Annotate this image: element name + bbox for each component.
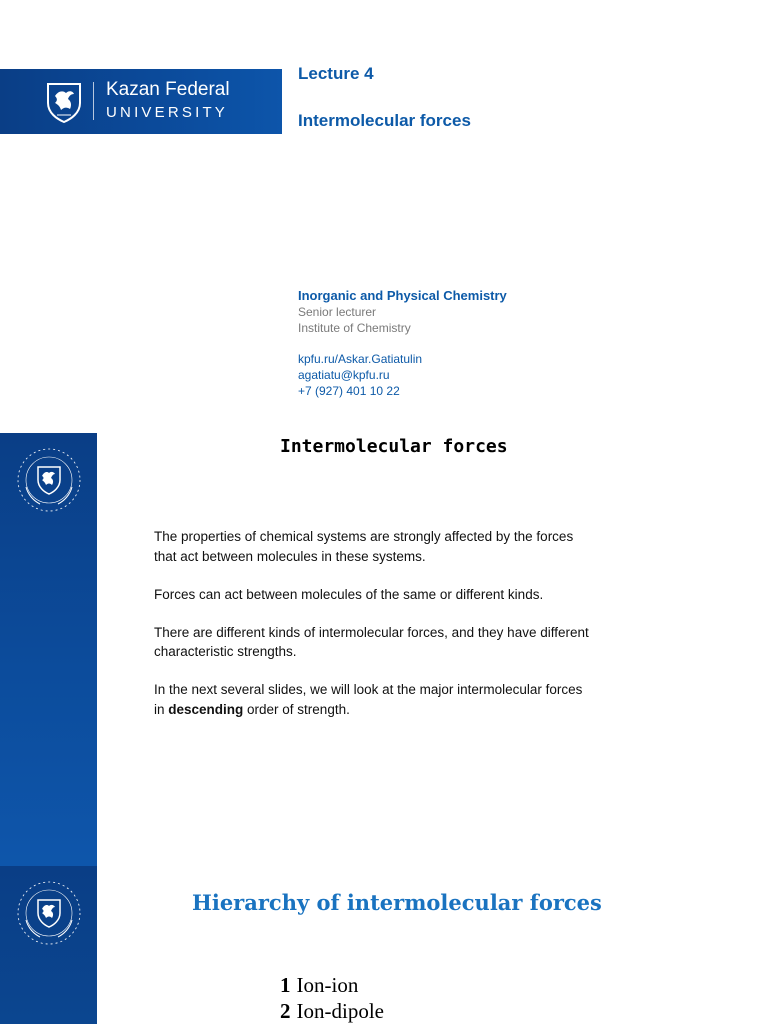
- email-link[interactable]: agatiatu@kpfu.ru: [298, 368, 390, 382]
- paragraph-text: In the next several slides, we will look at the major intermolecular forces in: [154, 682, 583, 717]
- title-slide: [0, 0, 768, 433]
- item-number: 2: [280, 999, 291, 1023]
- paragraph-text: order of strength.: [243, 701, 350, 717]
- hierarchy-slide: [0, 866, 768, 1024]
- paragraph: There are different kinds of intermolecular forces, and they have different characteristic strengths.: [154, 624, 589, 659]
- university-seal-icon: [16, 880, 82, 946]
- contact-info: [298, 351, 422, 399]
- brand-divider: [93, 82, 94, 120]
- item-label: Ion-ion: [296, 973, 359, 997]
- slide-side-bar: [0, 433, 97, 866]
- paragraph: The properties of chemical systems are strongly affected by the forces that act between molecules in these systems.: [154, 529, 574, 564]
- paragraph-descending: [154, 680, 594, 719]
- university-seal-icon: [16, 447, 82, 513]
- lecturer-position: Senior lecturer: [298, 305, 377, 319]
- profile-link[interactable]: kpfu.ru/Askar.Gatiatulin: [298, 352, 423, 366]
- list-item: [280, 972, 384, 998]
- course-name: Inorganic and Physical Chemistry: [298, 288, 507, 303]
- paragraph: Forces can act between molecules of the same or different kinds.: [154, 586, 544, 602]
- phone-number: +7 (927) 401 10 22: [298, 384, 400, 398]
- emphasis-descending: descending: [168, 701, 244, 717]
- slide-title: Intermolecular forces: [280, 436, 508, 457]
- lecturer-info: [298, 287, 507, 336]
- item-label: Ion-dipole: [296, 999, 384, 1023]
- item-number: 1: [280, 973, 291, 997]
- slide-title: Hierarchy of intermolecular forces: [192, 890, 602, 915]
- list-item: [280, 998, 384, 1024]
- university-subtitle: UNIVERSITY: [106, 104, 229, 121]
- lecture-number: Lecture 4: [298, 64, 374, 83]
- lecture-topic: Intermolecular forces: [298, 111, 471, 130]
- university-name: Kazan Federal: [106, 79, 230, 100]
- slide-body: [154, 527, 594, 738]
- university-brand-bar: [0, 69, 282, 134]
- university-emblem-icon: [44, 81, 84, 123]
- force-hierarchy-list: [280, 972, 384, 1024]
- lecturer-institute: Institute of Chemistry: [298, 321, 411, 335]
- intro-slide: [0, 433, 768, 866]
- slide-side-bar: [0, 866, 97, 1024]
